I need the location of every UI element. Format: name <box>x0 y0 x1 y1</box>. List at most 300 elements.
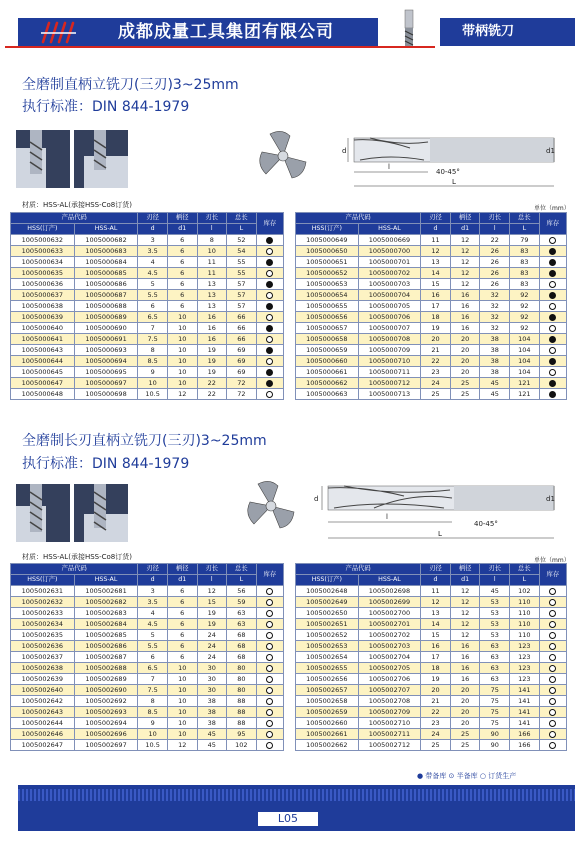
table-row <box>11 334 284 345</box>
stock-order-icon <box>266 742 273 749</box>
header-Llabel: 总长 <box>510 564 540 575</box>
table-cell: 45 <box>480 389 510 400</box>
table-cell: 8 <box>197 235 227 246</box>
table-row <box>11 312 284 323</box>
table-cell: 1005002687 <box>74 652 138 663</box>
table-cell: 30 <box>197 674 227 685</box>
section1-photo-1 <box>16 130 70 188</box>
table-cell: 8.5 <box>138 707 168 718</box>
table-cell: 1005002703 <box>358 641 421 652</box>
header-hss: HSS(订产) <box>296 224 359 235</box>
table-cell: 10 <box>167 696 197 707</box>
table-cell: 26 <box>480 268 510 279</box>
table-cell: 10 <box>167 663 197 674</box>
table-header-row <box>11 575 284 586</box>
header-d1label: 柄径 <box>450 213 480 224</box>
table-cell: 1005000698 <box>74 389 138 400</box>
table-row <box>11 663 284 674</box>
header-stock: 库存 <box>256 213 283 235</box>
header-d1label: 柄径 <box>450 564 480 575</box>
stock-full-icon <box>549 270 556 277</box>
table-row <box>296 630 567 641</box>
stock-cell <box>539 345 566 356</box>
stock-cell <box>256 597 283 608</box>
table-cell: 16 <box>450 674 480 685</box>
table-cell: 63 <box>480 641 510 652</box>
table-header-row <box>11 224 284 235</box>
table-cell: 38 <box>197 696 227 707</box>
header-hss: HSS(订产) <box>296 575 359 586</box>
table-row <box>296 312 567 323</box>
section2-title: 全磨制长刃直柄立铣刀(三刃)3~25mm <box>22 433 267 449</box>
table-cell: 1005000641 <box>11 334 75 345</box>
category-title: 带柄铣刀 <box>462 24 515 39</box>
stock-cell <box>539 663 566 674</box>
table-cell: 1005002662 <box>296 740 359 751</box>
table-cell: 1005000707 <box>358 323 421 334</box>
table-cell: 1005000685 <box>74 268 138 279</box>
table-cell: 54 <box>227 246 257 257</box>
stock-order-icon <box>266 336 273 343</box>
table-cell: 90 <box>480 740 510 751</box>
stock-cell <box>256 652 283 663</box>
table-cell: 7.5 <box>138 334 168 345</box>
table-cell: 22 <box>197 378 227 389</box>
table-row <box>296 301 567 312</box>
table-cell: 1005002654 <box>296 652 359 663</box>
stock-order-icon <box>266 358 273 365</box>
stock-cell <box>539 257 566 268</box>
table-cell: 12 <box>167 740 197 751</box>
table-row <box>296 356 567 367</box>
header-dlabel: 刃径 <box>421 564 451 575</box>
table-cell: 104 <box>510 367 540 378</box>
table-cell: 26 <box>480 257 510 268</box>
table-cell: 6 <box>167 641 197 652</box>
table-header-row <box>296 564 567 575</box>
stock-cell <box>539 641 566 652</box>
table-cell: 24 <box>197 641 227 652</box>
table-cell: 1005000701 <box>358 257 421 268</box>
table-cell: 141 <box>510 718 540 729</box>
table-cell: 25 <box>450 389 480 400</box>
table-cell: 38 <box>197 707 227 718</box>
table-cell: 1005002635 <box>11 630 75 641</box>
stock-cell <box>539 685 566 696</box>
table-cell: 32 <box>480 301 510 312</box>
table-cell: 1005000653 <box>296 279 359 290</box>
table-cell: 25 <box>450 740 480 751</box>
table-row <box>11 674 284 685</box>
header-dsym: d <box>138 224 168 235</box>
header-product-code: 产品代码 <box>296 213 421 224</box>
table-cell: 21 <box>421 345 451 356</box>
stock-full-icon <box>266 303 273 310</box>
end-mill-thumbnail-icon <box>398 8 420 48</box>
table-cell: 6 <box>167 235 197 246</box>
table-cell: 80 <box>227 674 257 685</box>
section2-material: 材质：HSS-AL(承接HSS-Co8订货) <box>22 553 132 561</box>
table-cell: 20 <box>421 334 451 345</box>
table-cell: 15 <box>421 630 451 641</box>
stock-order-icon <box>549 731 556 738</box>
stock-order-icon <box>266 731 273 738</box>
table-cell: 24 <box>421 378 451 389</box>
table-cell: 38 <box>480 367 510 378</box>
section2-table-right <box>295 563 567 751</box>
stock-full-icon <box>549 380 556 387</box>
table-cell: 1005002690 <box>74 685 138 696</box>
table-cell: 16 <box>197 323 227 334</box>
table-cell: 1005002655 <box>296 663 359 674</box>
header-d1label: 柄径 <box>167 564 197 575</box>
header-lsym: l <box>480 224 510 235</box>
stock-cell <box>256 740 283 751</box>
table-cell: 32 <box>480 312 510 323</box>
table-cell: 7 <box>138 674 168 685</box>
table-cell: 1005002652 <box>296 630 359 641</box>
header-Llabel: 总长 <box>227 213 257 224</box>
table-cell: 3 <box>138 586 168 597</box>
table-cell: 1005000636 <box>11 279 75 290</box>
stock-cell <box>256 312 283 323</box>
table-cell: 12 <box>197 586 227 597</box>
table-cell: 22 <box>421 707 451 718</box>
table-cell: 32 <box>480 323 510 334</box>
table-cell: 10 <box>167 378 197 389</box>
table-cell: 20 <box>450 367 480 378</box>
table-cell: 1005002659 <box>296 707 359 718</box>
table-cell: 1005002638 <box>11 663 75 674</box>
table-cell: 1005000704 <box>358 290 421 301</box>
table-cell: 3 <box>138 235 168 246</box>
table-cell: 80 <box>227 685 257 696</box>
table-cell: 1005002660 <box>296 718 359 729</box>
table-row <box>296 268 567 279</box>
dim-angle-2: 40-45° <box>474 520 498 528</box>
header-stock: 库存 <box>539 564 566 586</box>
table-cell: 11 <box>197 257 227 268</box>
table-cell: 1005000661 <box>296 367 359 378</box>
table-row <box>11 608 284 619</box>
stock-cell <box>256 608 283 619</box>
table-cell: 20 <box>450 696 480 707</box>
table-cell: 110 <box>510 630 540 641</box>
table-row <box>11 279 284 290</box>
table-cell: 25 <box>450 729 480 740</box>
table-cell: 10 <box>167 356 197 367</box>
table-cell: 11 <box>421 586 451 597</box>
table-cell: 1005000660 <box>296 356 359 367</box>
table-cell: 1005002658 <box>296 696 359 707</box>
table-cell: 13 <box>421 257 451 268</box>
table-cell: 16 <box>197 334 227 345</box>
table-cell: 55 <box>227 257 257 268</box>
header-d1sym: d1 <box>167 575 197 586</box>
table-cell: 110 <box>510 597 540 608</box>
table-cell: 8 <box>138 345 168 356</box>
table-row <box>11 356 284 367</box>
table-cell: 6 <box>167 279 197 290</box>
table-cell: 6.5 <box>138 312 168 323</box>
header-product-code: 产品代码 <box>11 564 138 575</box>
table-header-row <box>296 575 567 586</box>
stock-cell <box>539 729 566 740</box>
table-cell: 19 <box>197 345 227 356</box>
table-cell: 6 <box>138 652 168 663</box>
table-row <box>296 619 567 630</box>
table-cell: 17 <box>421 301 451 312</box>
table-cell: 68 <box>227 630 257 641</box>
stock-full-icon <box>266 347 273 354</box>
table-cell: 12 <box>450 597 480 608</box>
table-row <box>296 740 567 751</box>
table-cell: 18 <box>421 312 451 323</box>
table-cell: 16 <box>450 663 480 674</box>
table-cell: 1005000693 <box>74 345 138 356</box>
stock-full-icon <box>266 259 273 266</box>
table-cell: 1005002699 <box>358 597 421 608</box>
dim-d-2: d <box>314 495 319 503</box>
table-cell: 1005000644 <box>11 356 75 367</box>
table-cell: 12 <box>450 586 480 597</box>
table-cell: 121 <box>510 378 540 389</box>
stock-cell <box>256 389 283 400</box>
header-hssal: HSS-AL <box>358 575 421 586</box>
header-product-code: 产品代码 <box>11 213 138 224</box>
table-cell: 1005000638 <box>11 301 75 312</box>
header-llabel: 刃长 <box>197 564 227 575</box>
table-cell: 24 <box>197 652 227 663</box>
header-Lsym: L <box>510 575 540 586</box>
table-cell: 3.5 <box>138 246 168 257</box>
stock-order-icon <box>549 665 556 672</box>
table-cell: 4.5 <box>138 268 168 279</box>
stock-cell <box>539 268 566 279</box>
table-cell: 1005002651 <box>296 619 359 630</box>
stock-full-icon <box>266 369 273 376</box>
stock-cell <box>256 334 283 345</box>
table-cell: 1005002633 <box>11 608 75 619</box>
stock-full-icon <box>266 281 273 288</box>
stock-order-icon <box>549 676 556 683</box>
table-cell: 1005002685 <box>74 630 138 641</box>
table-cell: 6 <box>167 586 197 597</box>
table-cell: 1005002689 <box>74 674 138 685</box>
table-row <box>296 345 567 356</box>
table-cell: 1005002661 <box>296 729 359 740</box>
table-cell: 12 <box>450 279 480 290</box>
header-hssal: HSS-AL <box>74 224 138 235</box>
stock-cell <box>256 696 283 707</box>
table-cell: 1005000712 <box>358 378 421 389</box>
table-cell: 7 <box>138 323 168 334</box>
table-cell: 1005002705 <box>358 663 421 674</box>
table-cell: 1005000659 <box>296 345 359 356</box>
table-cell: 9 <box>138 718 168 729</box>
table-cell: 1005002650 <box>296 608 359 619</box>
stock-cell <box>256 301 283 312</box>
table-cell: 10 <box>167 729 197 740</box>
table-cell: 23 <box>421 718 451 729</box>
table-row <box>11 630 284 641</box>
table-cell: 5.5 <box>138 290 168 301</box>
stock-cell <box>256 323 283 334</box>
table-cell: 83 <box>510 268 540 279</box>
header-stock: 库存 <box>539 213 566 235</box>
header-d1sym: d1 <box>450 224 480 235</box>
table-cell: 6 <box>138 301 168 312</box>
stock-order-icon <box>549 643 556 650</box>
stock-cell <box>256 674 283 685</box>
stock-cell <box>539 334 566 345</box>
table-cell: 10 <box>167 685 197 696</box>
section1-table-left <box>10 212 284 400</box>
stock-cell <box>256 707 283 718</box>
table-cell: 83 <box>510 246 540 257</box>
table-cell: 16 <box>450 641 480 652</box>
table-cell: 80 <box>227 663 257 674</box>
table-cell: 16 <box>450 323 480 334</box>
table-row <box>11 641 284 652</box>
table-cell: 1005002711 <box>358 729 421 740</box>
table-cell: 1005000643 <box>11 345 75 356</box>
header-dsym: d <box>421 575 451 586</box>
table-cell: 32 <box>480 290 510 301</box>
table-cell: 1005002640 <box>11 685 75 696</box>
table-cell: 1005002697 <box>74 740 138 751</box>
table-cell: 6 <box>167 630 197 641</box>
table-cell: 102 <box>227 740 257 751</box>
stock-order-icon <box>266 599 273 606</box>
table-row <box>296 663 567 674</box>
section2-tool-drawing <box>314 478 562 548</box>
table-cell: 1005000645 <box>11 367 75 378</box>
stock-full-icon <box>549 259 556 266</box>
stock-order-icon <box>266 292 273 299</box>
table-row <box>296 718 567 729</box>
table-cell: 7.5 <box>138 685 168 696</box>
table-cell: 19 <box>421 674 451 685</box>
stock-cell <box>256 641 283 652</box>
stock-cell <box>539 696 566 707</box>
table-row <box>11 619 284 630</box>
table-row <box>296 334 567 345</box>
table-cell: 12 <box>450 257 480 268</box>
table-cell: 56 <box>227 586 257 597</box>
table-cell: 25 <box>450 378 480 389</box>
table-row <box>11 235 284 246</box>
table-cell: 63 <box>227 619 257 630</box>
stock-order-icon <box>549 621 556 628</box>
table-cell: 92 <box>510 312 540 323</box>
stock-full-icon <box>549 358 556 365</box>
table-cell: 1005000711 <box>358 367 421 378</box>
table-cell: 123 <box>510 641 540 652</box>
table-cell: 30 <box>197 685 227 696</box>
header-lsym: l <box>197 575 227 586</box>
dim-L-2: L <box>438 530 442 538</box>
table-row <box>296 257 567 268</box>
table-cell: 38 <box>480 356 510 367</box>
table-cell: 10.5 <box>138 389 168 400</box>
table-cell: 95 <box>227 729 257 740</box>
table-cell: 20 <box>450 718 480 729</box>
table-cell: 1005000640 <box>11 323 75 334</box>
table-cell: 10 <box>167 345 197 356</box>
table-cell: 1005000697 <box>74 378 138 389</box>
table-cell: 20 <box>450 334 480 345</box>
header-llabel: 刃长 <box>197 213 227 224</box>
table-cell: 1005002648 <box>296 586 359 597</box>
stock-full-icon <box>549 292 556 299</box>
table-cell: 1005002702 <box>358 630 421 641</box>
stock-full-icon <box>266 237 273 244</box>
table-cell: 1005000705 <box>358 301 421 312</box>
table-cell: 1005000647 <box>11 378 75 389</box>
stock-order-icon <box>266 720 273 727</box>
table-cell: 110 <box>510 608 540 619</box>
table-cell: 1005002706 <box>358 674 421 685</box>
header-stock: 库存 <box>256 564 283 586</box>
table-cell: 1005002682 <box>74 597 138 608</box>
table-cell: 1005002698 <box>358 586 421 597</box>
header-lsym: l <box>480 575 510 586</box>
table-cell: 6.5 <box>138 663 168 674</box>
table-cell: 75 <box>480 718 510 729</box>
table-cell: 55 <box>227 268 257 279</box>
table-cell: 6 <box>167 652 197 663</box>
table-header-row <box>296 224 567 235</box>
table-cell: 1005002708 <box>358 696 421 707</box>
table-cell: 19 <box>197 367 227 378</box>
table-cell: 1005000690 <box>74 323 138 334</box>
stock-cell <box>256 246 283 257</box>
table-cell: 1005000657 <box>296 323 359 334</box>
table-cell: 13 <box>197 290 227 301</box>
table-cell: 63 <box>227 608 257 619</box>
stock-legend: ● 带备库 ⊙ 半备库 ○ 订货生产 <box>417 772 517 780</box>
stock-order-icon <box>549 742 556 749</box>
table-cell: 5 <box>138 279 168 290</box>
table-cell: 79 <box>510 235 540 246</box>
stock-cell <box>539 367 566 378</box>
header-hss: HSS(订产) <box>11 224 75 235</box>
table-cell: 1005000637 <box>11 290 75 301</box>
stock-cell <box>539 740 566 751</box>
table-cell: 1005002646 <box>11 729 75 740</box>
header-Llabel: 总长 <box>227 564 257 575</box>
stock-cell <box>539 301 566 312</box>
stock-order-icon <box>549 720 556 727</box>
table-header-row <box>11 213 284 224</box>
table-cell: 16 <box>197 312 227 323</box>
table-cell: 6 <box>167 268 197 279</box>
table-cell: 10 <box>167 718 197 729</box>
stock-cell <box>256 378 283 389</box>
table-cell: 6 <box>167 597 197 608</box>
table-row <box>296 235 567 246</box>
stock-cell <box>256 367 283 378</box>
table-cell: 10 <box>167 707 197 718</box>
table-cell: 10 <box>167 334 197 345</box>
stock-order-icon <box>549 654 556 661</box>
table-row <box>296 652 567 663</box>
company-logo-icon <box>40 20 80 44</box>
stock-cell <box>256 663 283 674</box>
table-cell: 1005000706 <box>358 312 421 323</box>
table-row <box>11 597 284 608</box>
